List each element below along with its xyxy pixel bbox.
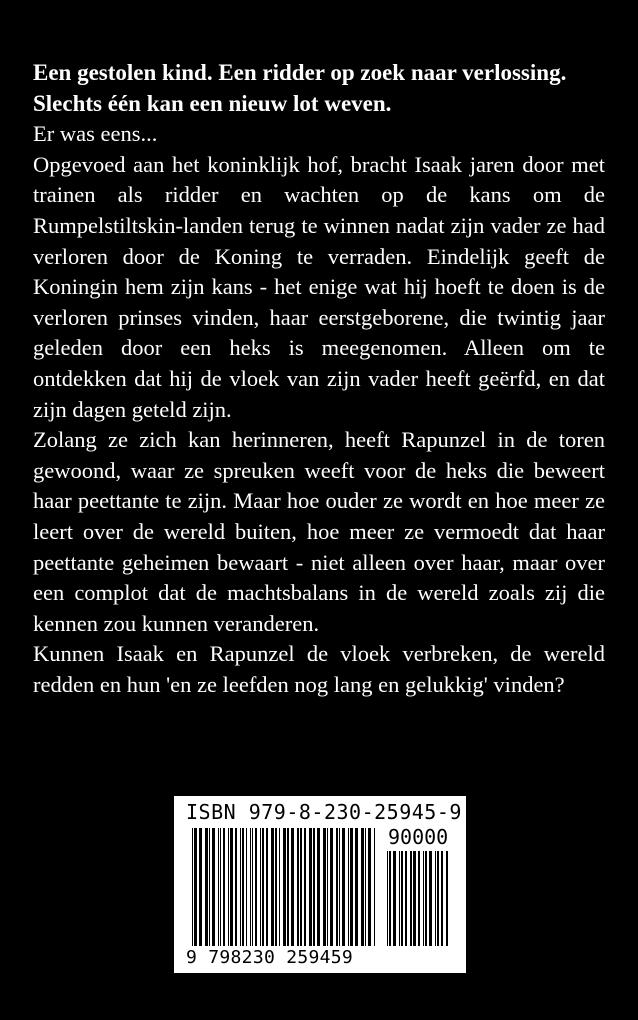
barcode-bar — [252, 828, 253, 946]
barcode-bar — [194, 828, 197, 946]
barcode-bar — [401, 851, 403, 946]
barcode-bar — [389, 851, 391, 946]
barcode-bar — [393, 851, 396, 946]
barcode-bar — [317, 828, 320, 946]
barcode-bar — [350, 828, 353, 946]
barcode-bar — [291, 828, 294, 946]
barcode-bar — [437, 851, 439, 946]
price-code: 90000 — [388, 825, 449, 849]
barcode-bar — [435, 851, 436, 946]
barcode-bar — [339, 828, 340, 946]
addon-barcode-bars — [387, 851, 449, 946]
barcode-bar — [199, 828, 202, 946]
blurb-text — [33, 58, 605, 700]
barcode-bar — [283, 828, 286, 946]
barcode-bar — [348, 828, 349, 946]
barcode-bar — [423, 851, 424, 946]
barcode-bar — [336, 828, 338, 946]
barcode-bar — [246, 828, 247, 946]
barcode-bar — [342, 828, 345, 946]
barcode-bar — [279, 828, 280, 946]
paragraph-isaak: Opgevoed aan het koninklijk hof, bracht Isaak jaren door met trainen als ridder en wachten op de kans om de Rumpelstiltskin-landen terug te winnen nadat zijn vader ze had verloren door de Koning te verraden. Eindelijk geeft de Koningin hem zijn kans - het enige wat hij hoeft te doen is de verloren prinses vinden, haar eerstgeborene, die twintig jaar geleden door een heks is meegenomen. Alleen om te ontdekken dat hij de vloek van zijn vader heeft geërfd, en dat zijn dagen geteld zijn. — [33, 151, 605, 422]
barcode-bar — [235, 828, 237, 946]
barcode-bar — [399, 851, 400, 946]
isbn-barcode — [174, 796, 466, 973]
barcode-bar — [429, 851, 432, 946]
barcode-bar — [441, 851, 443, 946]
barcode-bar — [260, 828, 261, 946]
barcode-bar — [218, 828, 219, 946]
barcode-bar — [309, 828, 312, 946]
barcode-bar — [228, 828, 229, 946]
barcode-bar — [327, 828, 328, 946]
barcode-bar — [374, 828, 375, 946]
tagline-line-2: Slechts één kan een nieuw lot weven. — [33, 90, 392, 116]
barcode-bar — [355, 828, 358, 946]
barcode-bar — [313, 828, 315, 946]
barcode-bar — [323, 828, 326, 946]
barcode-bar — [205, 828, 208, 946]
barcode-bar — [300, 828, 302, 946]
barcode-bar — [304, 828, 306, 946]
barcode-bar — [425, 851, 427, 946]
barcode-bar — [410, 851, 412, 946]
barcode-bar — [242, 828, 244, 946]
barcode-bar — [287, 828, 289, 946]
barcode-bar — [418, 851, 420, 946]
barcode-bar — [271, 828, 274, 946]
paragraph-question: Kunnen Isaak en Rapunzel de vloek verbreken, de wereld redden en hun 'en ze leefden nog lang en gelukkig' vinden? — [33, 641, 605, 697]
barcode-bar — [446, 851, 448, 946]
ean-barcode-bars — [192, 828, 377, 946]
barcode-bar — [262, 828, 264, 946]
barcode-bar — [255, 828, 257, 946]
barcode-bar — [250, 828, 251, 946]
tagline — [33, 58, 605, 119]
ean-digits: 9 798230 259459 — [186, 947, 354, 968]
barcode-bar — [212, 828, 215, 946]
barcode-bar — [405, 851, 407, 946]
barcode-bar — [240, 828, 241, 946]
barcode-bar — [266, 828, 268, 946]
barcode-bar — [361, 828, 364, 946]
barcode-bar — [223, 828, 225, 946]
barcode-bar — [387, 851, 388, 946]
barcode-bar — [365, 828, 366, 946]
barcode-bar — [275, 828, 277, 946]
barcode-bar — [230, 828, 233, 946]
tagline-line-1: Een gestolen kind. Een ridder op zoek naar verlossing. — [33, 60, 567, 85]
barcode-bar — [368, 828, 371, 946]
barcode-bar — [297, 828, 299, 946]
paragraph-rapunzel: Zolang ze zich kan herinneren, heeft Rapunzel in de toren gewoond, waar ze spreuken weeft voor de heks die beweert haar peettante te zijn. Maar hoe ouder ze wordt en hoe meer ze leert over de wereld buiten, hoe meer ze vermoedt dat haar peettante geheimen bewaart - niet alleen over haar, maar over een complot dat de machtsbalans in de wereld zoals zij die kennen zou kunnen veranderen. — [33, 427, 605, 636]
isbn-label: ISBN 979-8-230-25945-9 — [186, 800, 462, 824]
barcode-bar — [209, 828, 210, 946]
barcode-bar — [192, 828, 193, 946]
opening-line: Er was eens... — [33, 121, 158, 147]
barcode-bar — [330, 828, 333, 946]
barcode-bar — [413, 851, 416, 946]
barcode-bar — [220, 828, 221, 946]
